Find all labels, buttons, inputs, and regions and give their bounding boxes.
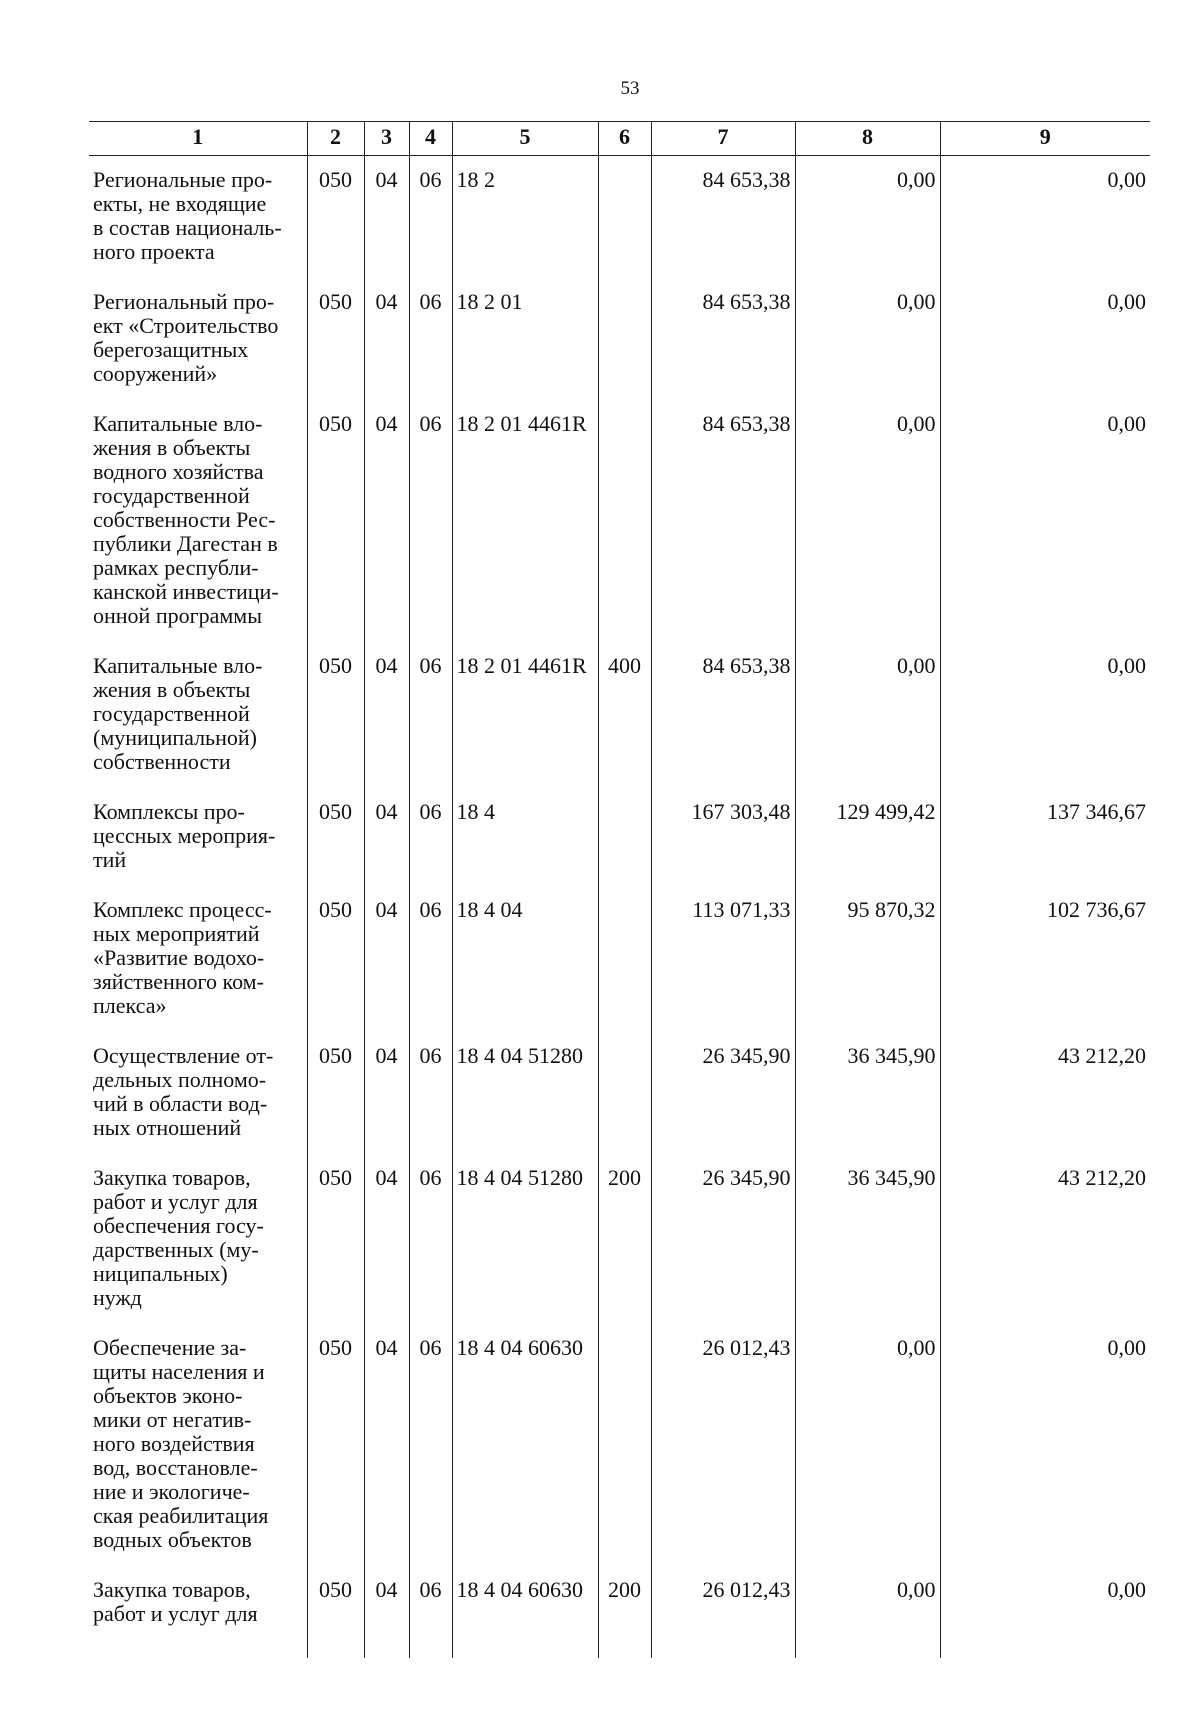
amount-col7-cell: 84 653,38 — [651, 400, 795, 642]
item-name-cell: Региональный про- ект «Строительство берегозащитных сооружений» — [89, 278, 307, 400]
subsection-code-cell: 06 — [409, 278, 452, 400]
amount-col9-cell: 43 212,20 — [940, 1032, 1150, 1154]
ministry-code-cell: 050 — [307, 1324, 364, 1566]
expense-type-cell: 200 — [598, 1154, 651, 1324]
target-article-cell: 18 2 01 4461R — [452, 642, 598, 788]
section-code-cell: 04 — [364, 886, 409, 1032]
amount-col7-cell: 167 303,48 — [651, 788, 795, 886]
amount-col7-cell: 26 012,43 — [651, 1566, 795, 1658]
page-number: 53 — [620, 78, 640, 99]
table-header — [89, 122, 1150, 156]
amount-col9-cell: 0,00 — [940, 400, 1150, 642]
column-header-8: 8 — [795, 122, 940, 156]
column-header-2: 2 — [307, 122, 364, 156]
section-code-cell: 04 — [364, 642, 409, 788]
column-header-5: 5 — [452, 122, 598, 156]
item-name-cell: Региональные про- екты, не входящие в состав националь- ного проекта — [89, 156, 307, 279]
amount-col9-cell: 137 346,67 — [940, 788, 1150, 886]
target-article-cell: 18 4 04 60630 — [452, 1324, 598, 1566]
amount-col8-cell: 36 345,90 — [795, 1154, 940, 1324]
table-row — [89, 400, 1150, 642]
amount-col9-cell: 0,00 — [940, 1566, 1150, 1658]
ministry-code-cell: 050 — [307, 886, 364, 1032]
item-name-cell: Капитальные вло- жения в объекты государственной (муниципальной) собственности — [89, 642, 307, 788]
amount-col8-cell: 95 870,32 — [795, 886, 940, 1032]
ministry-code-cell: 050 — [307, 642, 364, 788]
amount-col9-cell: 0,00 — [940, 156, 1150, 279]
section-code-cell: 04 — [364, 1566, 409, 1658]
expense-type-cell — [598, 1032, 651, 1154]
target-article-cell: 18 4 04 60630 — [452, 1566, 598, 1658]
amount-col8-cell: 0,00 — [795, 1324, 940, 1566]
amount-col7-cell: 84 653,38 — [651, 156, 795, 279]
expense-type-cell — [598, 788, 651, 886]
budget-table — [89, 121, 1150, 1658]
ministry-code-cell: 050 — [307, 1566, 364, 1658]
amount-col7-cell: 26 012,43 — [651, 1324, 795, 1566]
amount-col8-cell: 0,00 — [795, 278, 940, 400]
section-code-cell: 04 — [364, 788, 409, 886]
item-name-cell: Закупка товаров, работ и услуг для — [89, 1566, 307, 1658]
ministry-code-cell: 050 — [307, 788, 364, 886]
subsection-code-cell: 06 — [409, 1032, 452, 1154]
item-name-cell: Комплекс процесс- ных мероприятий «Развитие водохо- зяйственного ком- плекса» — [89, 886, 307, 1032]
amount-col7-cell: 26 345,90 — [651, 1032, 795, 1154]
section-code-cell: 04 — [364, 400, 409, 642]
table-row — [89, 278, 1150, 400]
expense-type-cell — [598, 400, 651, 642]
column-header-6: 6 — [598, 122, 651, 156]
amount-col8-cell: 0,00 — [795, 642, 940, 788]
amount-col7-cell: 84 653,38 — [651, 642, 795, 788]
table-row — [89, 1566, 1150, 1658]
amount-col9-cell: 102 736,67 — [940, 886, 1150, 1032]
subsection-code-cell: 06 — [409, 788, 452, 886]
table-row — [89, 1154, 1150, 1324]
target-article-cell: 18 2 01 — [452, 278, 598, 400]
subsection-code-cell: 06 — [409, 1154, 452, 1324]
ministry-code-cell: 050 — [307, 400, 364, 642]
section-code-cell: 04 — [364, 1154, 409, 1324]
amount-col9-cell: 0,00 — [940, 642, 1150, 788]
header-row — [89, 122, 1150, 156]
target-article-cell: 18 4 04 51280 — [452, 1154, 598, 1324]
amount-col8-cell: 0,00 — [795, 400, 940, 642]
target-article-cell: 18 2 01 4461R — [452, 400, 598, 642]
subsection-code-cell: 06 — [409, 156, 452, 279]
table-body — [89, 156, 1150, 1659]
section-code-cell: 04 — [364, 1032, 409, 1154]
target-article-cell: 18 4 04 — [452, 886, 598, 1032]
target-article-cell: 18 2 — [452, 156, 598, 279]
amount-col7-cell: 26 345,90 — [651, 1154, 795, 1324]
table-row — [89, 886, 1150, 1032]
expense-type-cell: 400 — [598, 642, 651, 788]
amount-col9-cell: 0,00 — [940, 1324, 1150, 1566]
target-article-cell: 18 4 — [452, 788, 598, 886]
table-row — [89, 1324, 1150, 1566]
section-code-cell: 04 — [364, 278, 409, 400]
item-name-cell: Осуществление от- дельных полномо- чий в области вод- ных отношений — [89, 1032, 307, 1154]
table-row — [89, 788, 1150, 886]
table-row — [89, 156, 1150, 279]
section-code-cell: 04 — [364, 1324, 409, 1566]
amount-col7-cell: 113 071,33 — [651, 886, 795, 1032]
item-name-cell: Закупка товаров, работ и услуг для обеспечения госу- дарственных (му- ниципальных) нужд — [89, 1154, 307, 1324]
amount-col8-cell: 0,00 — [795, 1566, 940, 1658]
ministry-code-cell: 050 — [307, 278, 364, 400]
table-row — [89, 1032, 1150, 1154]
amount-col8-cell: 129 499,42 — [795, 788, 940, 886]
subsection-code-cell: 06 — [409, 642, 452, 788]
ministry-code-cell: 050 — [307, 156, 364, 279]
subsection-code-cell: 06 — [409, 400, 452, 642]
amount-col7-cell: 84 653,38 — [651, 278, 795, 400]
amount-col8-cell: 0,00 — [795, 156, 940, 279]
ministry-code-cell: 050 — [307, 1032, 364, 1154]
expense-type-cell — [598, 156, 651, 279]
subsection-code-cell: 06 — [409, 1566, 452, 1658]
item-name-cell: Обеспечение за- щиты населения и объектов эконо- мики от негатив- ного воздействия вод, восстановле- ние и экологиче- ская реабилитация водных объектов — [89, 1324, 307, 1566]
subsection-code-cell: 06 — [409, 886, 452, 1032]
amount-col8-cell: 36 345,90 — [795, 1032, 940, 1154]
section-code-cell: 04 — [364, 156, 409, 279]
column-header-9: 9 — [940, 122, 1150, 156]
column-header-7: 7 — [651, 122, 795, 156]
expense-type-cell — [598, 886, 651, 1032]
amount-col9-cell: 43 212,20 — [940, 1154, 1150, 1324]
expense-type-cell — [598, 278, 651, 400]
column-header-1: 1 — [89, 122, 307, 156]
target-article-cell: 18 4 04 51280 — [452, 1032, 598, 1154]
expense-type-cell — [598, 1324, 651, 1566]
table-row — [89, 642, 1150, 788]
ministry-code-cell: 050 — [307, 1154, 364, 1324]
subsection-code-cell: 06 — [409, 1324, 452, 1566]
column-header-4: 4 — [409, 122, 452, 156]
item-name-cell: Комплексы про- цессных мероприя- тий — [89, 788, 307, 886]
column-header-3: 3 — [364, 122, 409, 156]
expense-type-cell: 200 — [598, 1566, 651, 1658]
item-name-cell: Капитальные вло- жения в объекты водного хозяйства государственной собственности Рес- публики Дагестан в рамках республи- канской инвестици- онной программы — [89, 400, 307, 642]
amount-col9-cell: 0,00 — [940, 278, 1150, 400]
